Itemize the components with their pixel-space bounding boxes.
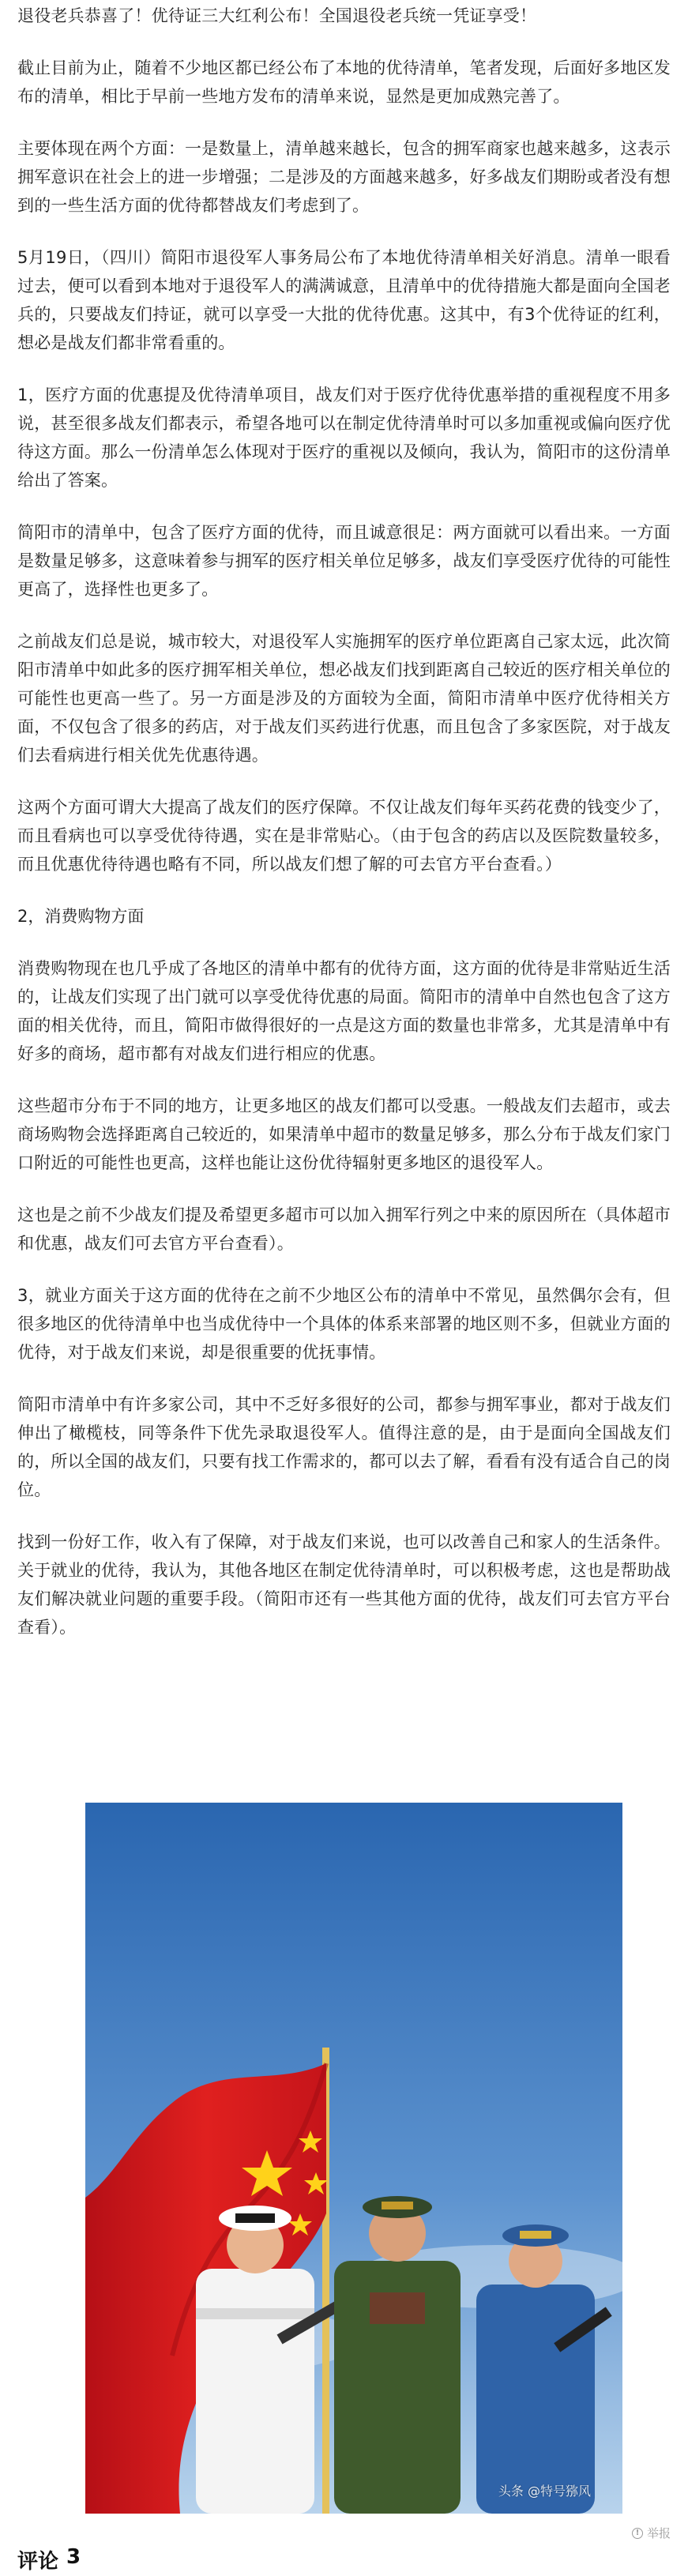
article-paragraph: 这两个方面可谓大大提高了战友们的医疗保障。不仅让战友们每年买药花费的钱变少了，而且看病也可以享受优待待遇，实在是非常贴心。（由于包含的药店以及医院数量较多，而且优惠优待待遇也略有不同，所以战友们想了解的可去官方平台查看。） — [17, 798, 671, 874]
comments-label: 评论 — [17, 2550, 59, 2574]
article-image[interactable] — [85, 1803, 622, 2514]
image-watermark: 头条 @特号猕风 — [498, 2484, 591, 2499]
article-paragraph: 这也是之前不少战友们提及希望更多超市可以加入拥军行列之中来的原因所在（具体超市和优惠，战友们可去官方平台查看）。 — [17, 1205, 671, 1253]
article-paragraph: 简阳市清单中有许多家公司，其中不乏好多很好的公司，都参与拥军事业，都对于战友们伸出了橄榄枝，同等条件下优先录取退役军人。值得注意的是，由于是面向全国战友们的，所以全国的战友们，只要有找工作需求的，都可以去了解，看看有没有适合自己的岗位。 — [17, 1395, 671, 1499]
article-body — [17, 0, 671, 1665]
info-icon: ! — [632, 2528, 643, 2539]
soldiers-flag-illustration — [85, 1803, 622, 2514]
article-paragraph: 截止目前为止，随着不少地区都已经公布了本地的优待清单，笔者发现，后面好多地区发布的清单，相比于早前一些地方发布的清单来说，显然是更加成熟完善了。 — [17, 58, 671, 106]
report-button[interactable] — [632, 2525, 671, 2541]
article-paragraph: 之前战友们总是说，城市较大，对退役军人实施拥军的医疗单位距离自己家太远，此次简阳市清单中如此多的医疗拥军相关单位，想必战友们找到距离自己较近的医疗相关单位的可能性也更高一些了。另一方面是涉及的方面较为全面，简阳市清单中医疗优待相关方面，不仅包含了很多的药店，对于战友们买药进行优惠，而且包含了多家医院，对于战友们去看病进行相关优先优惠待遇。 — [17, 632, 671, 765]
article-paragraph: 3，就业方面关于这方面的优待在之前不少地区公布的清单中不常见，虽然偶尔会有，但很多地区的优待清单中也当成优待中一个具体的体系来部署的地区则不多，但就业方面的优待，对于战友们来说，却是很重要的优抚事情。 — [17, 1286, 671, 1362]
article-paragraph: 消费购物现在也几乎成了各地区的清单中都有的优待方面，这方面的优待是非常贴近生活的，让战友们实现了出门就可以享受优待优惠的局面。简阳市的清单中自然也包含了这方面的相关优待，而且，简阳市做得很好的一点是这方面的数量也非常多，尤其是清单中有好多的商场，超市都有对战友们进行相应的优惠。 — [17, 959, 671, 1063]
comments-count: 3 — [66, 2545, 81, 2569]
article-paragraph: 简阳市的清单中，包含了医疗方面的优待，而且诚意很足：两方面就可以看出来。一方面是数量足够多，这意味着参与拥军的医疗相关单位足够多，战友们享受医疗优待的可能性更高了，选择性也更多了。 — [17, 523, 671, 599]
article-paragraph: 这些超市分布于不同的地方，让更多地区的战友们都可以受惠。一般战友们去超市，或去商场购物会选择距离自己较近的，如果清单中超市的数量足够多，那么分布于战友们家门口附近的可能性也更高，这样也能让这份优待辐射更多地区的退役军人。 — [17, 1096, 671, 1172]
article-paragraph: 找到一份好工作，收入有了保障，对于战友们来说，也可以改善自己和家人的生活条件。关于就业的优待，我认为，其他各地区在制定优待清单时，可以积极考虑，这也是帮助战友们解决就业问题的重要手段。（简阳市还有一些其他方面的优待，战友们可去官方平台查看）。 — [17, 1532, 671, 1637]
report-label: 举报 — [646, 2526, 671, 2540]
comments-header — [17, 2545, 81, 2574]
article-paragraph: 5月19日，（四川）简阳市退役军人事务局公布了本地优待清单相关好消息。清单一眼看过去，便可以看到本地对于退役军人的满满诚意，且清单中的优待措施大都是面向全国老兵的，只要战友们持证，就可以享受一大批的优待优惠。这其中，有3个优待证的红利，想必是战友们都非常看重的。 — [17, 248, 671, 352]
article-paragraph: 1，医疗方面的优惠提及优待清单项目，战友们对于医疗优待优惠举措的重视程度不用多说，甚至很多战友们都表示，希望各地可以在制定优待清单时可以多加重视或偏向医疗优待这方面。那么一份清单怎么体现对于医疗的重视以及倾向，我认为，简阳市的这份清单给出了答案。 — [17, 385, 671, 490]
section-title: 2，消费购物方面 — [17, 907, 145, 926]
article-headline: 退役老兵恭喜了！优待证三大红利公布！全国退役老兵统一凭证享受！ — [17, 6, 537, 25]
article-paragraph: 主要体现在两个方面：一是数量上，清单越来越长，包含的拥军商家也越来越多，这表示拥军意识在社会上的进一步增强；二是涉及的方面越来越多，好多战友们期盼或者没有想到的一些生活方面的优待都替战友们考虑到了。 — [17, 139, 671, 215]
